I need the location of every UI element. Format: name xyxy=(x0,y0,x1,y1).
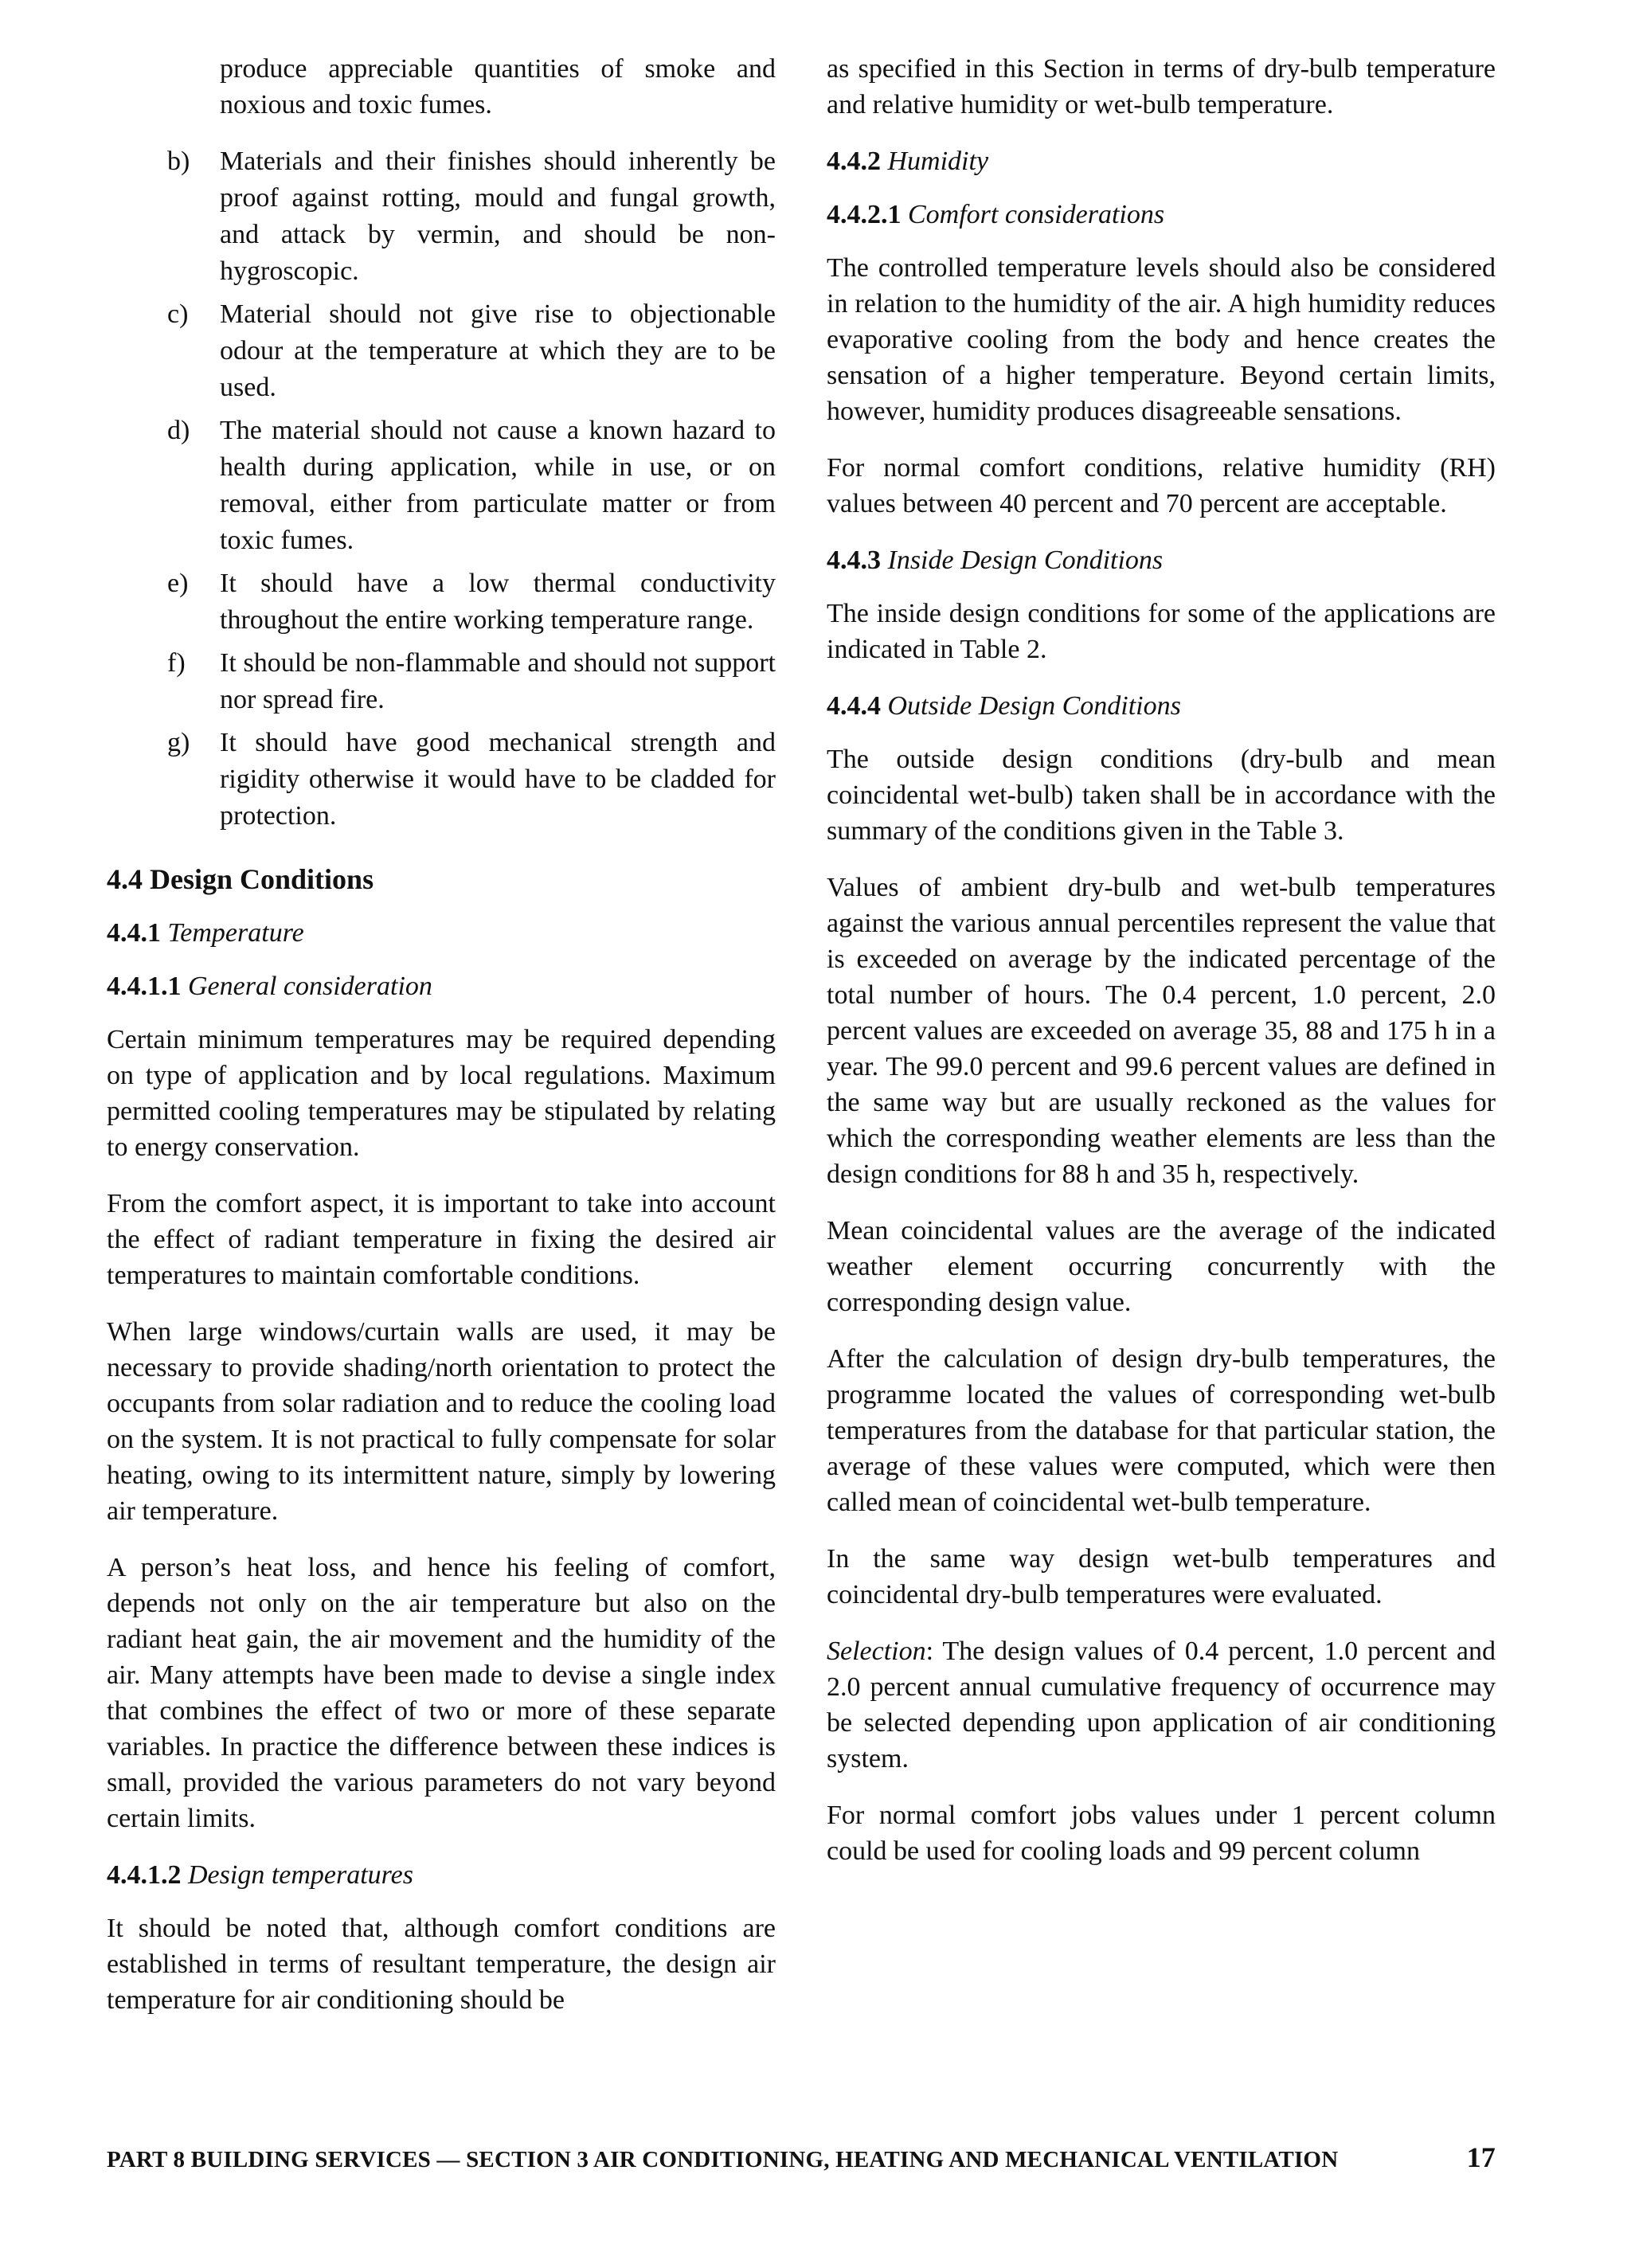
requirements-list xyxy=(107,143,776,835)
list-continuation: produce appreciable quantities of smoke and noxious and toxic fumes. xyxy=(220,54,776,119)
list-item xyxy=(107,725,776,835)
paragraph: From the comfort aspect, it is important to take into account the effect of radiant temperature in fixing the desired air temperatures to maintain comfortable conditions. xyxy=(107,1189,776,1290)
paragraph: Mean coincidental values are the average of the indicated weather element occurring concurrently with the corresponding design value. xyxy=(827,1216,1496,1317)
paragraph: The controlled temperature levels should also be considered in relation to the humidity of the air. A high humidity reduces evaporative cooling from the body and hence creates the sensation of a higher temperature. Beyond certain limits, however, humidity produces disagreeable sensations. xyxy=(827,253,1496,426)
paragraph: Values of ambient dry-bulb and wet-bulb temperatures against the various annual percentiles represent the value that is exceeded on average by the indicated percentage of the total number of hours. The 0.4 percent, 1.0 percent, 2.0 percent values are exceeded on average 35, 88 and 175 h in a year. The 99.0 percent and 99.6 percent values are defined in the same way but are usually reckoned as the values for which the corresponding weather elements are less than the design conditions for 88 h and 35 h, respectively. xyxy=(827,873,1496,1189)
heading-title: Inside Design Conditions xyxy=(887,545,1164,575)
heading-4-4-2-1 xyxy=(827,197,1496,233)
heading-number: 4.4.2.1 xyxy=(827,200,902,229)
list-marker: c) xyxy=(167,299,189,329)
list-item xyxy=(107,645,776,718)
heading-4-4-4 xyxy=(827,688,1496,724)
heading-4-4-1-1 xyxy=(107,968,776,1004)
heading-4-4-1 xyxy=(107,915,776,951)
paragraph: as specified in this Section in terms of dry-bulb temperature and relative humidity or wet-bulb temperature. xyxy=(827,54,1496,119)
heading-title: Comfort considerations xyxy=(908,200,1165,229)
paragraph: The inside design conditions for some of the applications are indicated in Table 2. xyxy=(827,599,1496,664)
list-text: Materials and their finishes should inherently be proof against rotting, mould and fungal growth, and attack by vermin, and should be non-hygroscopic. xyxy=(220,147,776,286)
heading-number: 4.4.2 xyxy=(827,147,881,176)
heading-number: 4.4.1.1 xyxy=(107,972,182,1001)
list-text: The material should not cause a known hazard to health during application, while in use, or on removal, either from particulate matter or from toxic fumes. xyxy=(220,416,776,555)
list-marker: b) xyxy=(167,147,190,176)
heading-number: 4.4.4 xyxy=(827,691,881,721)
list-marker: g) xyxy=(167,728,190,757)
list-item xyxy=(107,143,776,290)
selection-paragraph xyxy=(827,1633,1496,1777)
list-text: It should have good mechanical strength and rigidity otherwise it would have to be cladded for protection. xyxy=(220,728,776,831)
heading-number: 4.4.3 xyxy=(827,545,881,575)
selection-text: : The design values of 0.4 percent, 1.0 percent and 2.0 percent annual cumulative frequency of occurrence may be selected depending upon application of air conditioning system. xyxy=(827,1636,1496,1773)
footer-title: PART 8 BUILDING SERVICES — SECTION 3 AIR CONDITIONING, HEATING AND MECHANICAL VENTILATION xyxy=(107,2147,1339,2172)
page-footer xyxy=(107,2141,1496,2174)
paragraph: For normal comfort jobs values under 1 percent column could be used for cooling loads and 99 percent column xyxy=(827,1801,1496,1866)
heading-number: 4.4.1.2 xyxy=(107,1860,182,1890)
heading-title: General consideration xyxy=(188,972,432,1001)
selection-label: Selection xyxy=(827,1636,926,1666)
list-text: It should have a low thermal conductivity throughout the entire working temperature range. xyxy=(220,569,776,635)
list-item xyxy=(107,565,776,639)
heading-title: Design temperatures xyxy=(188,1860,413,1890)
heading-4-4-3 xyxy=(827,542,1496,578)
paragraph: A person’s heat loss, and hence his feeling of comfort, depends not only on the air temperature but also on the radiant heat gain, the air movement and the humidity of the air. Many attempts have been made to devise a single index that combines the effect of two or more of these separate variables. In practice the difference between these indices is small, provided the various parameters do not vary beyond certain limits. xyxy=(107,1553,776,1833)
left-column xyxy=(107,51,776,2039)
list-marker: e) xyxy=(167,569,189,598)
paragraph: The outside design conditions (dry-bulb and mean coincidental wet-bulb) taken shall be in accordance with the summary of the conditions given in the Table 3. xyxy=(827,745,1496,846)
page-number: 17 xyxy=(1466,2141,1496,2173)
list-item xyxy=(107,413,776,559)
paragraph: Certain minimum temperatures may be required depending on type of application and by local regulations. Maximum permitted cooling temperatures may be stipulated by relating to energy conservation. xyxy=(107,1025,776,1162)
paragraph: After the calculation of design dry-bulb temperatures, the programme located the values of corresponding wet-bulb temperatures from the database for that particular station, the average of these values were computed, which were then called mean of coincidental wet-bulb temperature. xyxy=(827,1344,1496,1517)
heading-title: Temperature xyxy=(167,918,304,948)
list-marker: f) xyxy=(167,648,186,678)
list-text: Material should not give rise to objectionable odour at the temperature at which they are to be used. xyxy=(220,299,776,402)
list-item xyxy=(107,296,776,406)
paragraph: When large windows/curtain walls are used, it may be necessary to provide shading/north orientation to protect the occupants from solar radiation and to reduce the cooling load on the system. It is not practical to fully compensate for solar heating, owing to its intermittent nature, simply by lowering air temperature. xyxy=(107,1317,776,1526)
list-text: It should be non-flammable and should not support nor spread fire. xyxy=(220,648,776,714)
paragraph: It should be noted that, although comfort conditions are established in terms of resultant temperature, the design air temperature for air conditioning should be xyxy=(107,1914,776,2015)
heading-4-4: 4.4 Design Conditions xyxy=(107,863,374,895)
heading-number: 4.4.1 xyxy=(107,918,161,948)
paragraph: In the same way design wet-bulb temperatures and coincidental dry-bulb temperatures were evaluated. xyxy=(827,1544,1496,1609)
paragraph: For normal comfort conditions, relative humidity (RH) values between 40 percent and 70 percent are acceptable. xyxy=(827,453,1496,518)
heading-title: Humidity xyxy=(887,147,989,176)
list-marker: d) xyxy=(167,416,190,445)
heading-title: Outside Design Conditions xyxy=(887,691,1181,721)
heading-4-4-2 xyxy=(827,143,1496,179)
heading-4-4-1-2 xyxy=(107,1857,776,1893)
right-column xyxy=(827,51,1496,1890)
